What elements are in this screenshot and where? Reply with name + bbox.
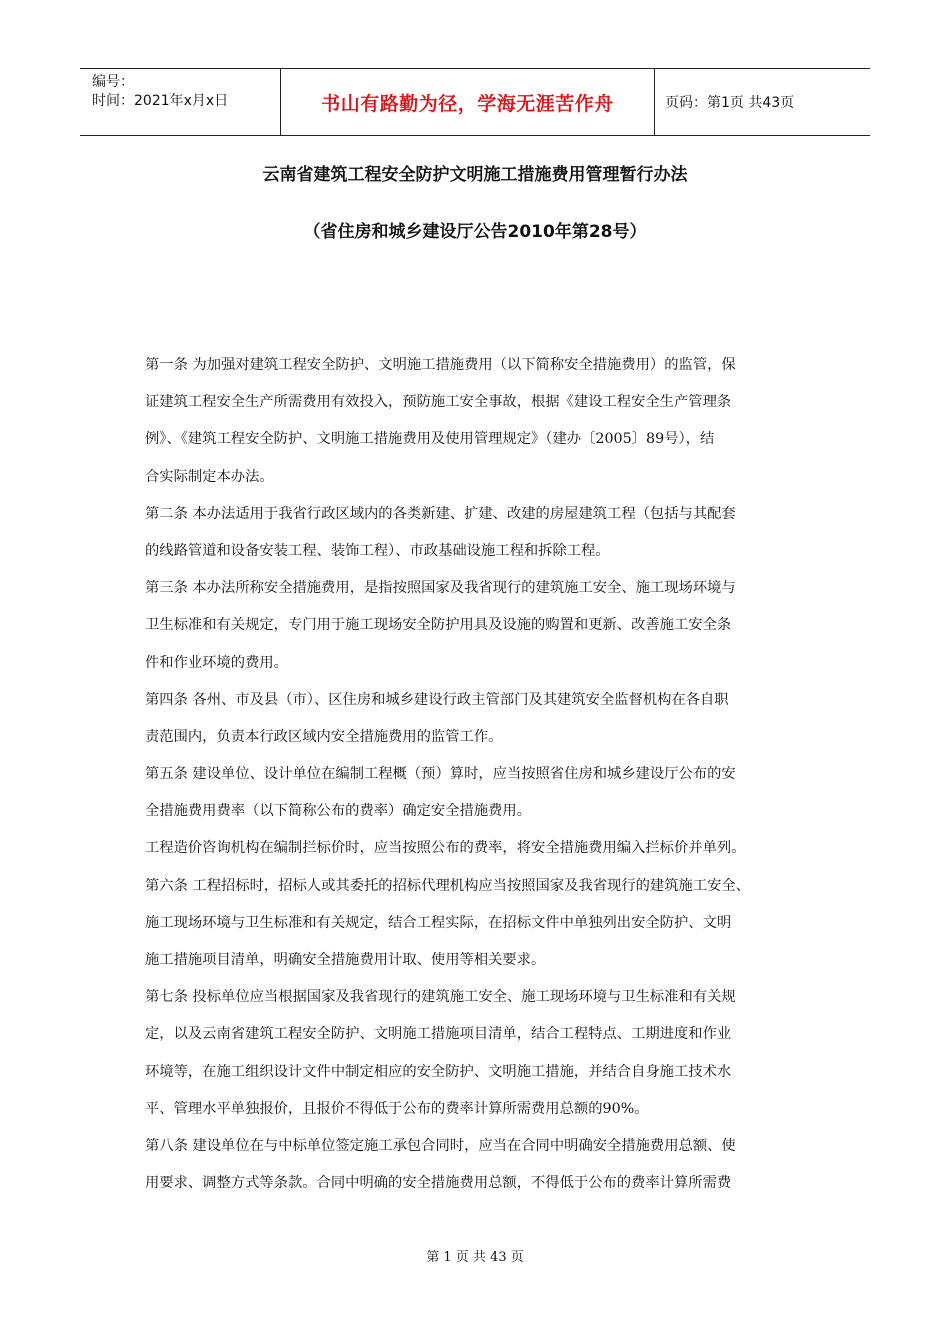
body-line: 第七条 投标单位应当根据国家及我省现行的建筑施工安全、施工现场环境与卫生标准和有关规 [145, 989, 736, 1006]
document-time-label: 时间：2021年x月x日 [92, 93, 229, 109]
header-motto-cell [280, 69, 655, 135]
body-line: 第一条 为加强对建筑工程安全防护、文明施工措施费用（以下简称安全措施费用）的监管，保 [145, 357, 736, 373]
body-line: 平、管理水平单独报价，且报价不得低于公布的费率计算所需费用总额的90%。 [145, 1100, 649, 1117]
body-line: 第四条 各州、市及县（市）、区住房和城乡建设行政主管部门及其建筑安全监督机构在各自职 [145, 691, 729, 708]
document-title: 云南省建筑工程安全防护文明施工措施费用管理暂行办法 [262, 165, 688, 185]
header-page-info: 页码：第1页 共43页 [665, 95, 795, 111]
document-subtitle: （省住房和城乡建设厅公告2010年第28号） [303, 222, 647, 242]
body-line: 施工措施项目清单，明确安全措施费用计取、使用等相关要求。 [145, 952, 546, 968]
page-header [80, 68, 870, 136]
header-meta [80, 69, 280, 135]
body-line: 件和作业环境的费用。 [145, 654, 288, 671]
body-line: 全措施费用费率（以下简称公布的费率）确定安全措施费用。 [145, 803, 532, 820]
header-motto: 书山有路勤为径，学海无涯苦作舟 [321, 92, 614, 115]
body-line: 第八条 建设单位在与中标单位签定施工承包合同时，应当在合同中明确安全措施费用总额、使 [145, 1137, 736, 1154]
body-line: 环境等，在施工组织设计文件中制定相应的安全防护、文明施工措施，并结合自身施工技术水 [145, 1063, 732, 1080]
body-line: 施工现场环境与卫生标准和有关规定，结合工程实际，在招标文件中单独列出安全防护、文明 [145, 914, 732, 931]
body-line: 第六条 工程招标时，招标人或其委托的招标代理机构应当按照国家及我省现行的建筑施工安全、 [145, 877, 751, 894]
body-line: 例》、《建筑工程安全防护、文明施工措施费用及使用管理规定》（建办〔2005〕89号），结 [145, 431, 715, 448]
body-line: 责范围内，负责本行政区域内安全措施费用的监管工作。 [145, 728, 503, 745]
body-line: 卫生标准和有关规定，专门用于施工现场安全防护用具及设施的购置和更新、改善施工安全条 [145, 617, 732, 634]
body-line: 第五条 建设单位、设计单位在编制工程概（预）算时，应当按照省住房和城乡建设厅公布的安 [145, 766, 736, 783]
body-line: 工程造价咨询机构在编制拦标价时，应当按照公布的费率，将安全措施费用编入拦标价并单列。 [145, 840, 746, 857]
document-body [145, 347, 825, 1202]
body-line: 的线路管道和设备安装工程、装饰工程）、市政基础设施工程和拆除工程。 [145, 542, 610, 559]
body-line: 证建筑工程安全生产所需费用有效投入，预防施工安全事故，根据《建设工程安全生产管理条 [145, 394, 732, 411]
body-line: 第三条 本办法所称安全措施费用，是指按照国家及我省现行的建筑施工安全、施工现场环境与 [145, 580, 736, 597]
body-line: 用要求、调整方式等条款。合同中明确的安全措施费用总额，不得低于公布的费率计算所需费 [145, 1175, 732, 1192]
page-footer: 第 1 页 共 43 页 [426, 1250, 524, 1265]
body-line: 合实际制定本办法。 [145, 468, 274, 485]
document-number-label: 编号： [92, 74, 134, 90]
body-line: 第二条 本办法适用于我省行政区域内的各类新建、扩建、改建的房屋建筑工程（包括与其配套 [145, 505, 736, 522]
body-line: 定，以及云南省建筑工程安全防护、文明施工措施项目清单，结合工程特点、工期进度和作业 [145, 1026, 732, 1043]
